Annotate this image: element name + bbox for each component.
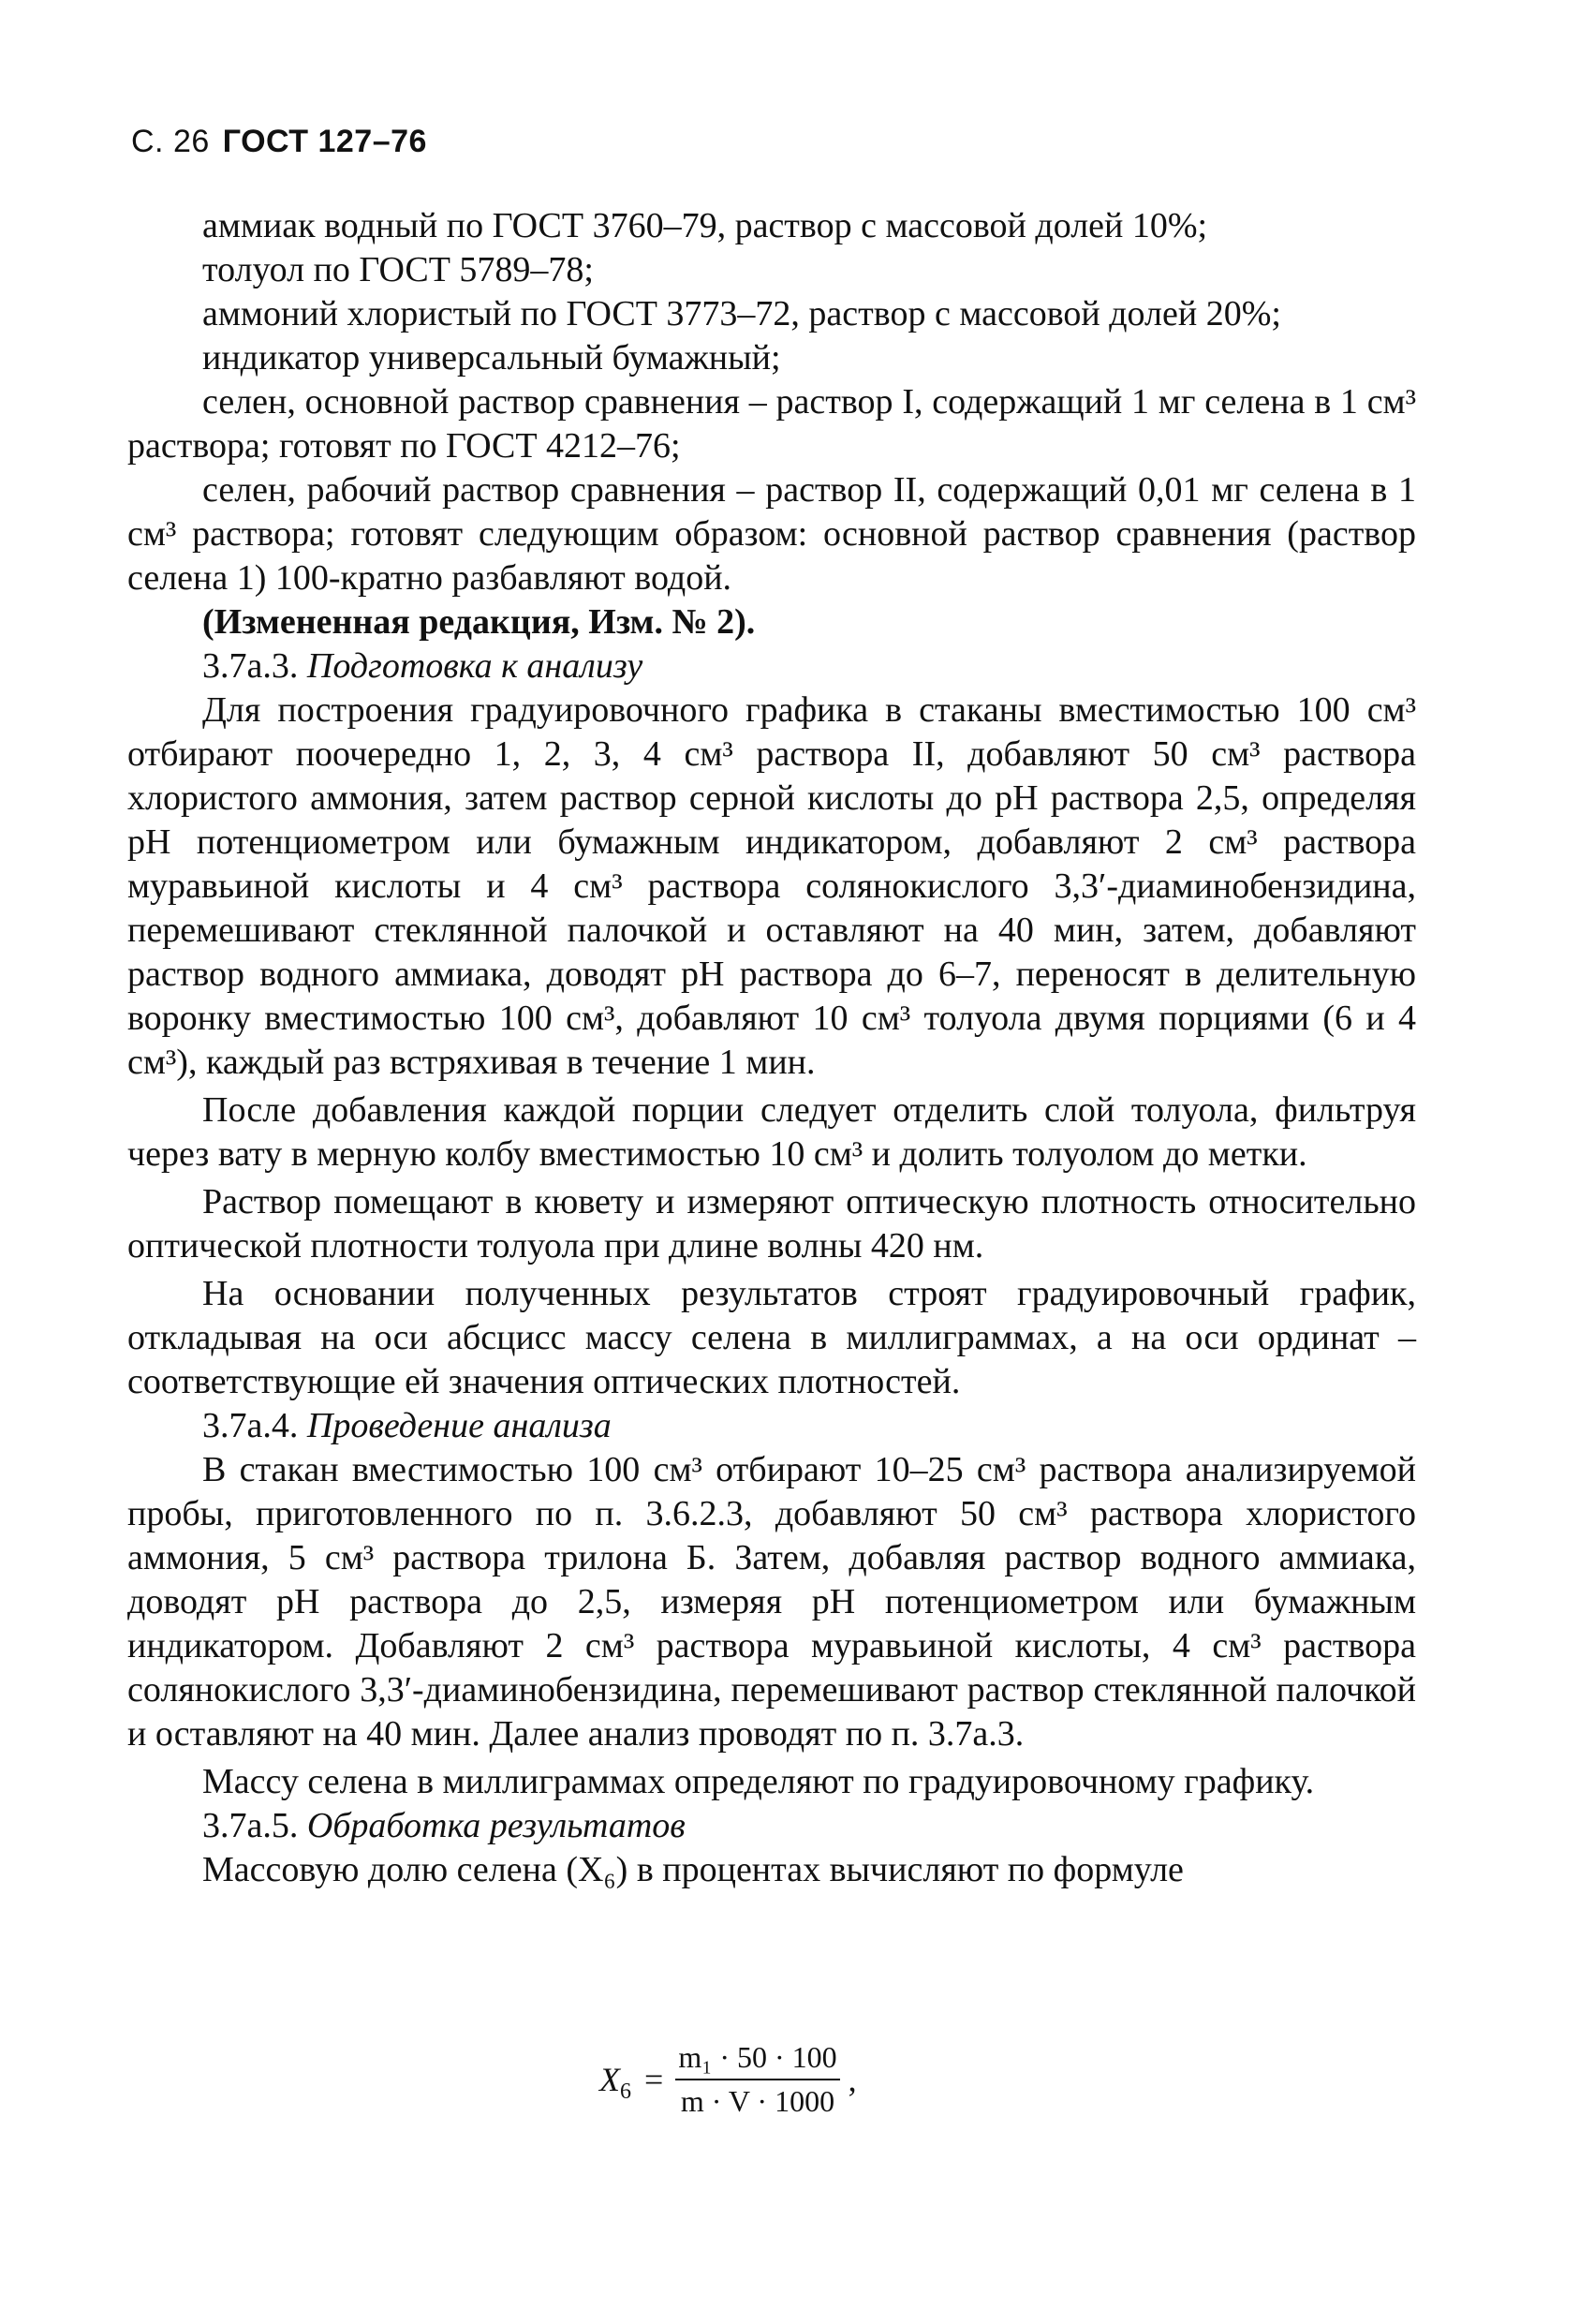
- section-4-title: Проведение анализа: [306, 1406, 612, 1445]
- section-3-paragraph-3: Раствор помещают в кювету и измеряют оптическую плотность относительно оптической плотности толуола при длине волны 420 нм.: [127, 1182, 1416, 1266]
- standard-number: ГОСТ 127–76: [222, 124, 427, 159]
- document-body: [127, 204, 1416, 1892]
- formula-comma: ,: [848, 2061, 857, 2098]
- reagent-ammonium-chloride: аммоний хлористый по ГОСТ 3773–72, раствор с массовой долей 20%;: [202, 294, 1281, 333]
- section-4-number: 3.7а.4.: [202, 1406, 299, 1445]
- formula-denominator: m · V · 1000: [675, 2079, 840, 2119]
- reagent-selenium-main: селен, основной раствор сравнения – раствор I, содержащий 1 мг селена в 1 см³ раствора; готовят по ГОСТ 4212–76;: [127, 382, 1416, 466]
- section-4-paragraph-1: В стакан вместимостью 100 см³ отбирают 10–25 см³ раствора анализируемой пробы, приготовленного по п. 3.6.2.3, добавляют 50 см³ раствора хлористого аммония, 5 см³ раствора трилона Б. Затем, добавляя раствор водного аммиака, доводят pH раствора до 2,5, измеряя pH потенциометром или бумажным индикатором. Добавляют 2 см³ раствора муравьиной кислоты, 4 см³ раствора солянокислого 3,3′-диаминобензидина, перемешивают раствор стеклянной палочкой и оставляют на 40 мин. Далее анализ проводят по п. 3.7а.3.: [127, 1450, 1416, 1754]
- formula-x6: [599, 2040, 857, 2119]
- running-head: [131, 124, 427, 160]
- section-3-paragraph-1: Для построения градуировочного графика в стаканы вместимостью 100 см³ отбирают поочередно 1, 2, 3, 4 см³ раствора II, добавляют 50 см³ раствора хлористого аммония, затем раствор серной кислоты до pH раствора 2,5, определяя pH потенциометром или бумажным индикатором, добавляют 2 см³ раствора муравьиной кислоты и 4 см³ раствора солянокислого 3,3′-диаминобензидина, перемешивают стеклянной палочкой и оставляют на 40 мин, затем, добавляют раствор водного аммиака, доводят pH раствора до 6–7, переносят в делительную воронку вместимостью 100 см³, добавляют 10 см³ толуола двумя порциями (6 и 4 см³), каждый раз встряхивая в течение 1 мин.: [127, 690, 1416, 1082]
- reagent-selenium-working: селен, рабочий раствор сравнения – раствор II, содержащий 0,01 мг селена в 1 см³ раствора; готовят следующим образом: основной раствор сравнения (раствор селена 1) 100-кратно разбавляют водой.: [127, 470, 1416, 598]
- section-3-paragraph-2: После добавления каждой порции следует отделить слой толуола, фильтруя через вату в мерную колбу вместимостью 10 см³ и долить толуолом до метки.: [127, 1090, 1416, 1174]
- formula-lhs-subscript: 6: [620, 2080, 631, 2105]
- section-3-heading: [202, 644, 1416, 688]
- formula-lhs: $X_6$: [599, 2061, 631, 2105]
- section-3-number: 3.7а.3.: [202, 646, 299, 686]
- reagent-ammonia: аммиак водный по ГОСТ 3760–79, раствор с массовой долей 10%;: [202, 206, 1208, 245]
- formula-numerator: m₁ · 50 · 100: [678, 2040, 837, 2074]
- reagent-indicator: индикатор универсальный бумажный;: [202, 338, 781, 377]
- section-3-title: Подготовка к анализу: [306, 646, 643, 686]
- section-5-title: Обработка результатов: [306, 1806, 686, 1845]
- section-5-number: 3.7а.5.: [202, 1806, 299, 1845]
- section-4-heading: [202, 1404, 1416, 1448]
- formula-fraction: [672, 2040, 842, 2119]
- section-4-paragraph-2: Массу селена в миллиграммах определяют по градуировочному графику.: [202, 1762, 1315, 1801]
- section-5-paragraph-1: Массовую долю селена (X₆) в процентах вычисляют по формуле: [202, 1850, 1184, 1889]
- section-3-paragraph-4: На основании полученных результатов строят градуировочный график, откладывая на оси абсцисс массу селена в миллиграммах, а на оси ординат – соответствующие ей значения оптических плотностей.: [127, 1274, 1416, 1401]
- section-5-heading: [202, 1804, 1416, 1848]
- reagent-toluene: толуол по ГОСТ 5789–78;: [202, 250, 594, 289]
- page-number: С. 26: [131, 124, 210, 159]
- formula-equals: =: [644, 2061, 664, 2098]
- revision-note: (Измененная редакция, Изм. № 2).: [202, 602, 756, 642]
